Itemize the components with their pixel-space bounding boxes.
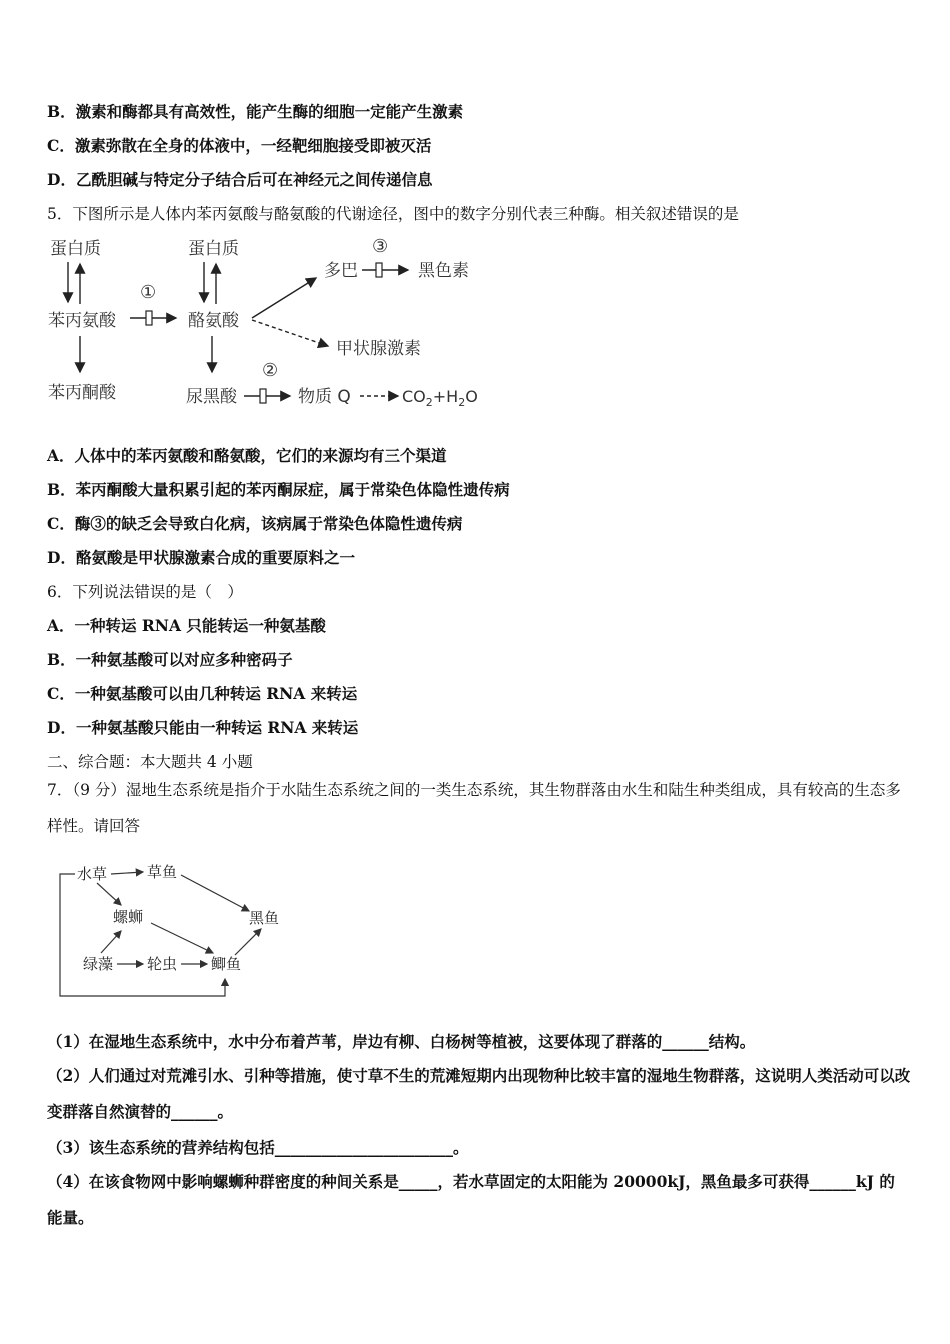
node-heiyu: 黑鱼 bbox=[249, 909, 280, 927]
q5-option-d: D．酪氨酸是甲状腺激素合成的重要原料之一 bbox=[47, 548, 355, 567]
co2-text: CO bbox=[402, 387, 426, 406]
q7-stem: 7．（9 分）湿地生态系统是指介于水陆生态系统之间的一类生态系统，其生物群落由水生和陆生种类组成，具有较高的生态多样性。请回答 bbox=[47, 781, 901, 835]
option-b-prev: B．激素和酶都具有高效性，能产生酶的细胞一定能产生激素 bbox=[47, 102, 464, 121]
enzyme-3-label: ③ bbox=[372, 236, 389, 257]
q7-sub1: （1）在湿地生态系统中，水中分布着芦苇，岸边有柳、白杨树等植被，这要体现了群落的______结构。 bbox=[47, 1032, 756, 1051]
ppa-label: 苯丙酮酸 bbox=[48, 383, 116, 403]
q6-option-c: C．一种氨基酸可以由几种转运 RNA 来转运 bbox=[47, 684, 358, 703]
protein-left-label: 蛋白质 bbox=[50, 239, 101, 259]
q6-option-d: D．一种氨基酸只能由一种转运 RNA 来转运 bbox=[47, 718, 359, 737]
q5-option-a: A．人体中的苯丙氨酸和酪氨酸，它们的来源均有三个渠道 bbox=[47, 446, 447, 465]
node-caoyu: 草鱼 bbox=[147, 863, 178, 881]
co2-sub: 2 bbox=[425, 396, 433, 409]
q5-option-c: C．酶③的缺乏会导致白化病，该病属于常染色体隐性遗传病 bbox=[47, 514, 463, 533]
melanin-label: 黑色素 bbox=[418, 261, 469, 281]
q7-sub2: （2）人们通过对荒滩引水、引种等措施，使寸草不生的荒滩短期内出现物种比较丰富的湿地生物群落，这说明人类活动可以改变群落自然演替的______。 bbox=[47, 1066, 911, 1121]
hga-label: 尿黑酸 bbox=[186, 387, 237, 407]
metabolism-diagram bbox=[40, 232, 500, 417]
section-2-heading: 二、综合题：本大题共 4 小题 bbox=[47, 753, 253, 771]
tyr-label: 酪氨酸 bbox=[188, 311, 239, 331]
option-c-prev: C．激素弥散在全身的体液中，一经靶细胞接受即被灭活 bbox=[47, 136, 432, 155]
h2o-sub: 2 bbox=[458, 396, 466, 409]
food-web-diagram bbox=[55, 855, 305, 1003]
node-lunchong: 轮虫 bbox=[147, 955, 178, 973]
enzyme-1-label: ① bbox=[140, 282, 157, 303]
protein-mid-label: 蛋白质 bbox=[188, 239, 239, 259]
node-luosi: 螺蛳 bbox=[113, 908, 144, 926]
q5-option-b: B．苯丙酮酸大量积累引起的苯丙酮尿症，属于常染色体隐性遗传病 bbox=[47, 480, 510, 499]
phe-label: 苯丙氨酸 bbox=[48, 311, 116, 331]
node-shuicao: 水草 bbox=[77, 865, 108, 883]
dopa-label: 多巴 bbox=[324, 261, 358, 281]
q5-stem: 5．下图所示是人体内苯丙氨酸与酪氨酸的代谢途径，图中的数字分别代表三种酶。相关叙述错误的是 bbox=[47, 205, 739, 223]
thyroid-label: 甲状腺激素 bbox=[336, 339, 421, 359]
enzyme-2-label: ② bbox=[262, 360, 279, 381]
q6-option-b: B．一种氨基酸可以对应多种密码子 bbox=[47, 650, 293, 669]
substance-q-label: 物质 Q bbox=[298, 387, 351, 407]
product-label bbox=[402, 387, 478, 409]
plus-h-text: +H bbox=[432, 387, 459, 406]
q7-sub3: （3）该生态系统的营养结构包括_______________________。 bbox=[47, 1138, 469, 1157]
q6-stem: 6．下列说法错误的是（ ） bbox=[47, 583, 243, 601]
q6-option-a: A．一种转运 RNA 只能转运一种氨基酸 bbox=[47, 616, 326, 635]
o-text: O bbox=[465, 387, 478, 406]
node-jiyu: 鲫鱼 bbox=[211, 955, 242, 973]
node-lvzao: 绿藻 bbox=[83, 955, 114, 973]
option-d-prev: D．乙酰胆碱与特定分子结合后可在神经元之间传递信息 bbox=[47, 170, 433, 189]
q7-sub4: （4）在该食物网中影响螺蛳种群密度的种间关系是_____，若水草固定的太阳能为 20000kJ，黑鱼最多可获得______kJ 的能量。 bbox=[47, 1172, 895, 1227]
